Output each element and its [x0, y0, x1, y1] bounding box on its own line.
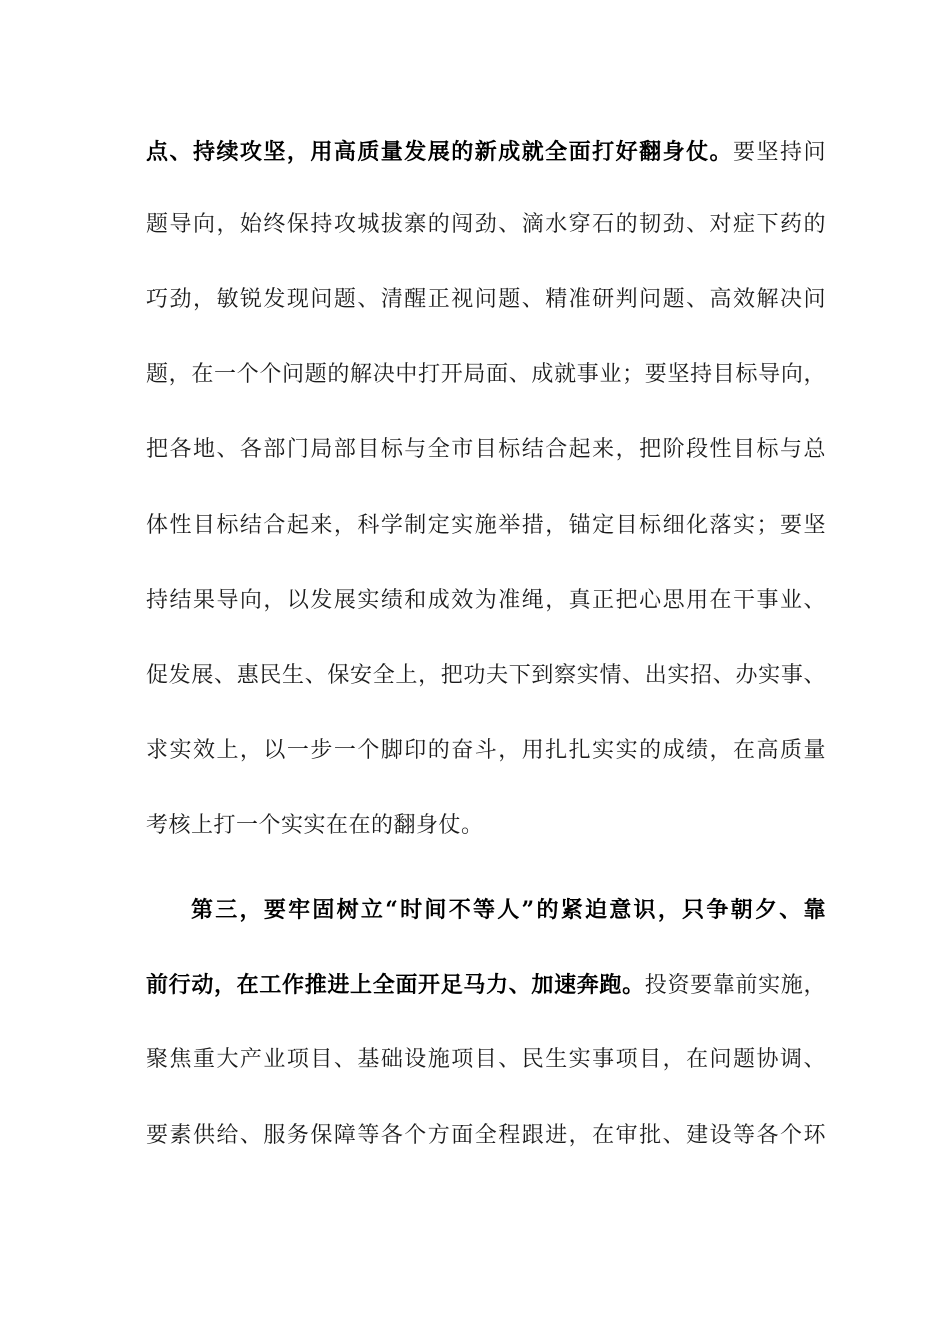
- body-text: 要坚持问: [733, 140, 826, 165]
- body-text: 巧劲，敏锐发现问题、清醒正视问题、精准研判问题、高效解决问: [146, 287, 826, 312]
- text-line: [146, 280, 826, 320]
- body-text: 考核上打一个实实在在的翻身仗。: [146, 813, 484, 838]
- body-text: 求实效上，以一步一个脚印的奋斗，用扎扎实实的成绩，在高质量: [146, 738, 826, 763]
- text-line: [146, 355, 826, 395]
- text-line: [146, 205, 826, 245]
- text-line: [146, 1040, 826, 1080]
- body-text: 持结果导向，以发展实绩和成效为准绳，真正把心思用在干事业、: [146, 588, 826, 613]
- text-line: [146, 731, 826, 771]
- text-line: [146, 430, 826, 470]
- body-text: 聚焦重大产业项目、基础设施项目、民生实事项目，在问题协调、: [146, 1047, 826, 1072]
- text-line: [146, 965, 826, 1005]
- body-text: 投资要靠前实施，: [644, 973, 826, 998]
- bold-text: 前行动，在工作推进上全面开足马力、加速奔跑。: [146, 972, 645, 998]
- text-line: [146, 506, 826, 546]
- text-line: [146, 1116, 826, 1156]
- body-text: 题导向，始终保持攻城拔寨的闯劲、滴水穿石的韧劲、对症下药的: [146, 212, 826, 237]
- body-text: 促发展、惠民生、保安全上，把功夫下到察实情、出实招、办实事、: [146, 663, 826, 688]
- text-line: [146, 656, 826, 696]
- bold-text: 第三，要牢固树立“时间不等人”的紧迫意识，只争朝夕、靠: [191, 897, 826, 923]
- body-text: 题，在一个个问题的解决中打开局面、成就事业；要坚持目标导向，: [146, 362, 826, 387]
- body-text: 把各地、各部门局部目标与全市目标结合起来，把阶段性目标与总: [146, 437, 826, 462]
- body-text: 体性目标结合起来，科学制定实施举措，锚定目标细化落实；要坚: [146, 513, 826, 538]
- bold-text: 点、持续攻坚，用高质量发展的新成就全面打好翻身仗。: [146, 139, 734, 165]
- text-line: [191, 890, 826, 930]
- text-line: [146, 806, 826, 846]
- text-line: [146, 132, 826, 172]
- text-line: [146, 581, 826, 621]
- body-text: 要素供给、服务保障等各个方面全程跟进，在审批、建设等各个环: [146, 1123, 826, 1148]
